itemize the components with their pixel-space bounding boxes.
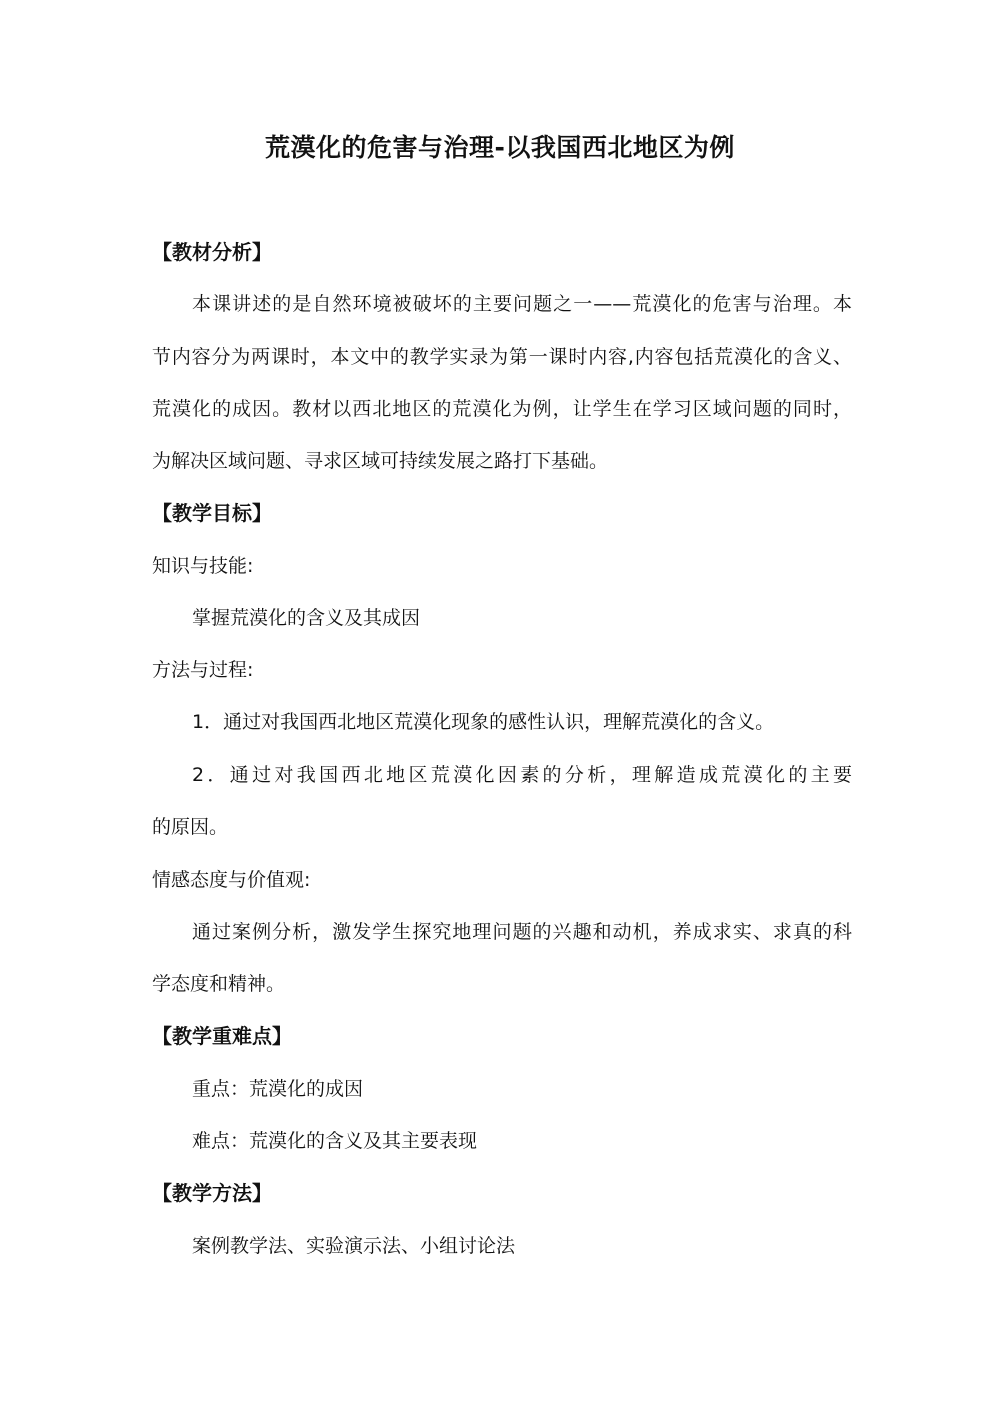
subsection-label-attitude-values: 情感态度与价值观: [152, 869, 311, 891]
document-title: 荒漠化的危害与治理-以我国西北地区为例 [265, 133, 735, 162]
subsection-label-knowledge-skills: 知识与技能: [152, 555, 254, 577]
section-heading-textbook-analysis: 【教材分析】 [152, 240, 272, 264]
goal-line: 掌握荒漠化的含义及其成因 [192, 607, 421, 629]
goal-line: 学态度和精神。 [152, 973, 286, 995]
paragraph-line: 本课讲述的是自然环境被破坏的主要问题之一——荒漠化的危害与治理。本 [192, 293, 852, 315]
goal-line: 2．通过对我国西北地区荒漠化因素的分析，理解造成荒漠化的主要 [192, 764, 852, 786]
difficult-point-line: 难点：荒漠化的含义及其主要表现 [192, 1130, 478, 1152]
goal-line: 的原因。 [152, 816, 229, 838]
section-heading-teaching-goals: 【教学目标】 [152, 501, 272, 525]
goal-line: 通过案例分析，激发学生探究地理问题的兴趣和动机，养成求实、求真的科 [192, 921, 852, 943]
method-line: 案例教学法、实验演示法、小组讨论法 [192, 1235, 516, 1257]
section-heading-teaching-methods: 【教学方法】 [152, 1181, 272, 1205]
paragraph-line: 节内容分为两课时，本文中的教学实录为第一课时内容,内容包括荒漠化的含义、 [152, 346, 852, 368]
paragraph-line: 为解决区域问题、寻求区域可持续发展之路打下基础。 [152, 450, 609, 472]
section-heading-key-difficult-points: 【教学重难点】 [152, 1024, 292, 1048]
subsection-label-method-process: 方法与过程: [152, 659, 254, 681]
goal-line: 1．通过对我国西北地区荒漠化现象的感性认识，理解荒漠化的含义。 [192, 711, 775, 733]
key-point-line: 重点：荒漠化的成因 [192, 1078, 364, 1100]
paragraph-line: 荒漠化的成因。教材以西北地区的荒漠化为例，让学生在学习区域问题的同时， [152, 398, 852, 420]
